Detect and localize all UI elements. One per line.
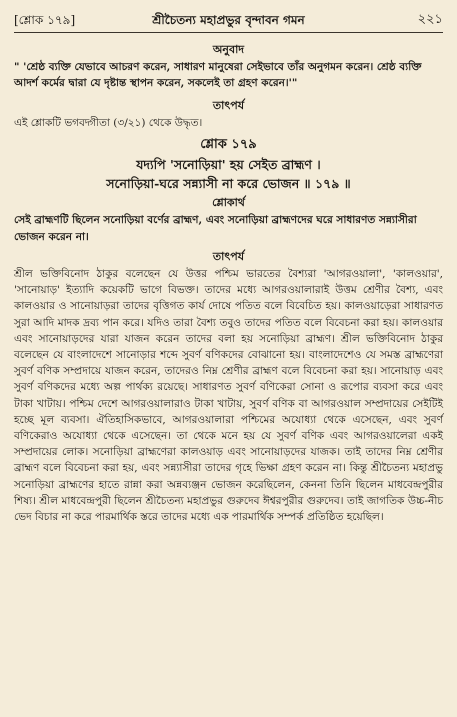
header-divider — [14, 32, 443, 33]
verse-line-2: সনোড়িয়া-ঘরে সন্ন্যাসী না করে ভোজন ॥ ১৭৯ ॥ — [106, 176, 351, 192]
verse-line-1: যদ্যপি 'সনোড়িয়া' হয় সেইত ব্রাহ্মণ । — [136, 157, 321, 173]
anubad-title: অনুবাদ — [212, 43, 245, 56]
header-chapter-title: শ্রীচৈতন্য মহাপ্রভুর বৃন্দাবন গমন — [152, 13, 305, 27]
verse-text — [14, 155, 443, 193]
shlokartha-text: সেই ব্রাহ্মণটি ছিলেন সনোড়িয়া বর্ণের ব্রাহ্মণ, এবং সনোড়িয়া ব্রাহ্মণদের ঘরে সাধারণত সন্ন্যাসীরা ভোজন করেন না। — [14, 214, 417, 243]
tatparya-title-1: তাৎপর্য — [212, 98, 245, 112]
page-header — [14, 10, 443, 30]
tatparya-title-2: তাৎপর্য — [212, 249, 245, 263]
tatparya-text-1: এই শ্লোকটি ভগবদ্গীতা (৩/২১) থেকে উদ্ধৃত। — [14, 116, 203, 129]
tatparya-text-2: শ্রীল ভক্তিবিনোদ ঠাকুর বলেছেন যে উত্তর পশ্চিম ভারতের বৈশ্যরা 'আগরওয়ালা', 'কালওয়ার', 'সানোয়াড়' ইত্যাদি কয়েকটি ভাগে বিভক্ত। তাদের মধ্যে আগরওয়ালারাই উত্তম শ্রেণীর বৈশ্য, এবং কালওয়ার ও সানোয়াড়রা তাদের বৃত্তিগত কার্য দোষে পতিত বলে বিবেচিত হয়। কালওয়াড়েরা সাধারণত সুরা আদি মাদক দ্রব্য পান করে। যদিও তারা বৈশ্য তবুও তাদের পতিত বলে বিবেচনা করা হয়। কালওয়ার এবং সানোয়াড়দের যারা যাজন করেন তাদের বলা হয় সনোড়িয়া ব্রাহ্মণ। শ্রীল ভক্তিবিনোদ ঠাকুর বলেছেন যে বাংলাদেশে সানোড়ার শব্দে সুবর্ণ বণিকদের বোঝানো হয়। বাংলাদেশেও যে সমস্ত ব্রাহ্মণেরা সুবর্ণ বণিক সম্প্রদায়ে যাজন করেন, তাদেরও নিম্ন শ্রেণীর ব্রাহ্মণ বলে বিবেচনা করা হয়। সানোয়াড় এবং সুবর্ণ বণিকদের মধ্যে অল্প পার্থক্য রয়েছে। সাধারণত সুবর্ণ বণিকেরা সোনা ও রূপোর ব্যবসা করে এবং টাকা খাটায়। পশ্চিম দেশে আগরওয়ালারাও টাকা খাটায়, সুবর্ণ বণিক বা আগরওয়াল সম্প্রদায়ের সেইটিই হচ্ছে মূল ব্যবসা। ঐতিহাসিকভাবে, আগরওয়ালারা পশ্চিমের অযোধ্যা থেকে এসেছেন, এবং সুবর্ণ বণিকেরাও অযোধ্যা থেকে এসেছেন। তা থেকে মনে হয় যে সুবর্ণ বণিক এবং আগরওয়ালেরা একই সম্প্রদায়ের লোক। সনোড়িয়া ব্রাহ্মণেরা কালওয়াড় এবং সানোয়াড়দের যাজক। তাই তাদের নিম্ন শ্রেণীর ব্রাহ্মণ বলে বিবেচনা করা হয়, এবং সন্ন্যাসীরা তাদের গৃহে ভিক্ষা গ্রহণ করেন না। কিন্তু শ্রীচৈতন্য মহাপ্রভু সনোড়িয়া ব্রাহ্মণের হাতে রান্না করা অন্নব্যঞ্জন ভোজন করেছিলেন, কেননা তিনি ছিলেন মাধবেন্দ্রপুরীর শিষ্য। শ্রীল মাধবেন্দ্রপুরী ছিলেন শ্রীচৈতন্য মহাপ্রভুর গুরুদেব ঈশ্বরপুরীর গুরুদেব। তাই জাগতিক উচ্চ-নীচ ভেদ বিচার না করে পারমার্থিক স্তরে তাদের মধ্যে এক পারমার্থিক সম্পর্ক প্রতিষ্ঠিত হয়েছিল। — [14, 268, 443, 524]
shlokartha-title: শ্লোকার্থ — [212, 196, 245, 210]
header-page-number: ২২১ — [417, 12, 443, 27]
header-verse-reference: [শ্লোক ১৭৯] — [14, 13, 76, 27]
anubad-text: " 'শ্রেষ্ঠ ব্যক্তি যেভাবে আচরণ করেন, সাধারণ মানুষেরা সেইভাবে তাঁর অনুগমন করেন। শ্রেষ্ঠ ব্যক্তি আদর্শ কর্মের দ্বারা যে দৃষ্টান্ত স্থাপন করেন, সকলেই তা গ্রহণ করেন।'" — [14, 61, 422, 90]
verse-number: শ্লোক ১৭৯ — [200, 137, 257, 153]
page-content — [14, 40, 443, 525]
